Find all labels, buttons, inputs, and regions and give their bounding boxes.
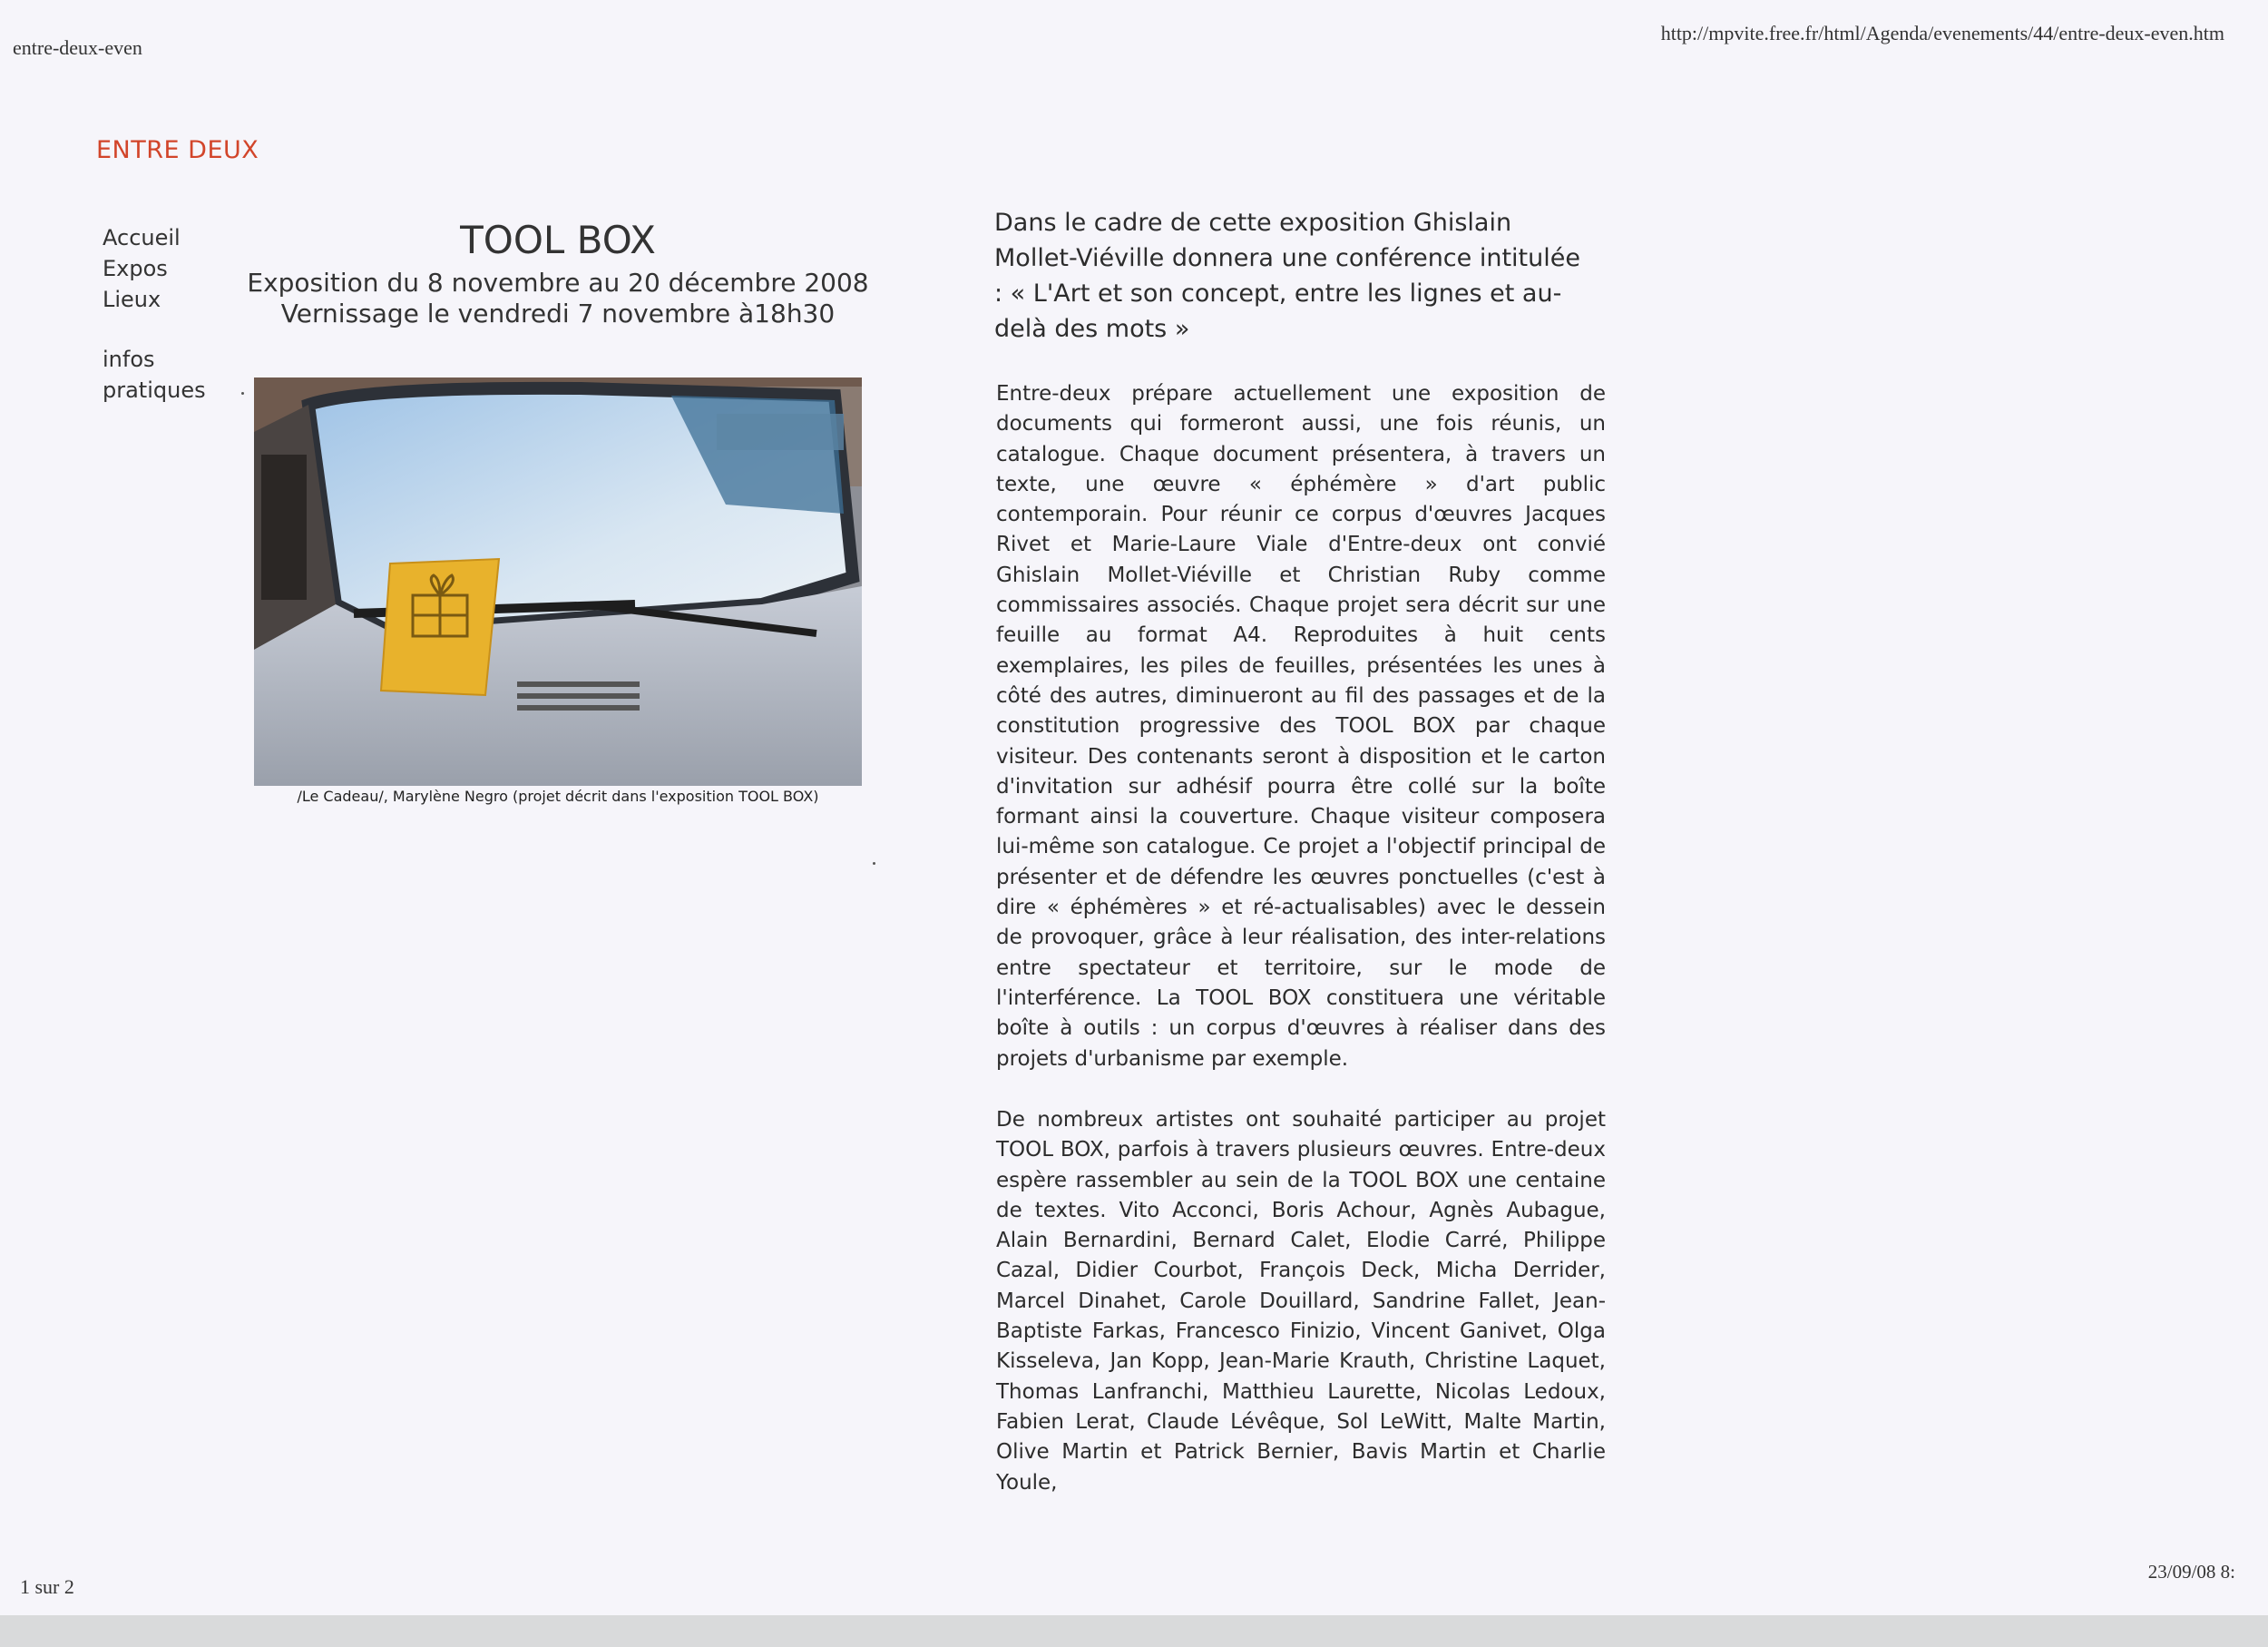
exhibition-header [245,218,871,329]
photo-caption: /Le Cadeau/, Marylène Negro (projet décrit dans l'exposition TOOL BOX) [297,788,819,805]
nav-item-accueil[interactable]: Accueil [103,225,181,250]
nav-item-infos-pratiques[interactable]: infos pratiques [103,347,206,403]
exhibition-opening: Vernissage le vendredi 7 novembre à18h30 [280,299,836,328]
scanner-edge [0,1615,2268,1647]
exhibition-photo [254,377,862,786]
print-header-url: http://mpvite.free.fr/html/Agenda/evenements/44/entre-deux-even.htm [1660,22,2224,44]
site-title[interactable]: ENTRE DEUX [96,136,259,164]
stray-dot [873,862,875,865]
body-paragraph-1 [996,379,1606,1074]
print-footer-datetime: 23/09/08 8: [2147,1561,2235,1583]
main-nav [103,222,220,406]
paragraph-text: De nombreux artistes ont souhaité participer au projet TOOL BOX, parfois à travers plusieurs œuvres. Entre-deux espère rassembler au sein de la TOOL BOX une centaine de textes. Vito Acconci, Boris Achour, Agnès Aubague, Alain Bernardini, Bernard Calet, Elodie Carré, Philippe Cazal, Didier Courbot, François Deck, Micha Derrider, Marcel Dinahet, Carole Douillard, Sandrine Fallet, Jean-Baptiste Farkas, Francesco Finizio, Vincent Ganivet, Olga Kisseleva, Jan Kopp, Jean-Marie Krauth, Christine Laquet, Thomas Lanfranchi, Matthieu Laurette, Nicolas Ledoux, Fabien Lerat, Claude Lévêque, Sol LeWitt, Malte Martin, Olive Martin et Patrick Bernier, Bavis Martin et Charlie Youle, [996,1108,1606,1495]
nav-item-lieux[interactable]: Lieux [103,287,161,312]
paragraph-text: Entre-deux prépare actuellement une exposition de documents qui formeront aussi, une fois réunis, un catalogue. Chaque document présentera, à travers un texte, une œuvre « éphémère » d'art public contemporain. Pour réunir ce corpus d'œuvres Jacques Rivet et Marie-Laure Viale d'Entre-deux ont convié Ghislain Mollet-Viéville et Christian Ruby comme commissaires associés. Chaque projet sera décrit sur une feuille au format A4. Reproduites à huit cents exemplaires, les piles de feuilles, présentées les unes à côté des autres, diminueront au fil des passages et de la constitution progressive des TOOL BOX par chaque visiteur. Des contenants seront à disposition et le carton d'invitation sur adhésif pourra être collé sur la boîte formant ainsi la couverture. Chaque visiteur composera lui-même son catalogue. Ce projet a l'objectif principal de présenter et de défendre les œuvres ponctuelles (c'est à dire « éphémères » et ré-actualisables) avec le dessein de provoquer, grâce à leur réalisation, des inter-relations entre spectateur et territoire, sur le mode de l'interférence. La TOOL BOX constituera une véritable boîte à outils : un corpus d'œuvres à réaliser dans des projets d'urbanisme par exemple. [996,382,1606,1071]
print-footer-page: 1 sur 2 [20,1575,74,1598]
print-header-title: entre-deux-even [13,36,142,59]
stray-dot [241,392,244,395]
nav-spacer [103,315,220,344]
nav-item-expos[interactable]: Expos [103,256,168,281]
conference-intro: Dans le cadre de cette exposition Ghislain Mollet-Viéville donnera une conférence intitulée : « L'Art et son concept, entre les lignes et au-delà des mots » [994,209,1580,343]
car-windshield-gift-image [254,377,862,786]
exhibition-dates: Exposition du 8 novembre au 20 décembre 2008 [247,268,869,298]
body-paragraph-2 [996,1105,1606,1498]
exhibition-title: TOOL BOX [460,218,656,262]
